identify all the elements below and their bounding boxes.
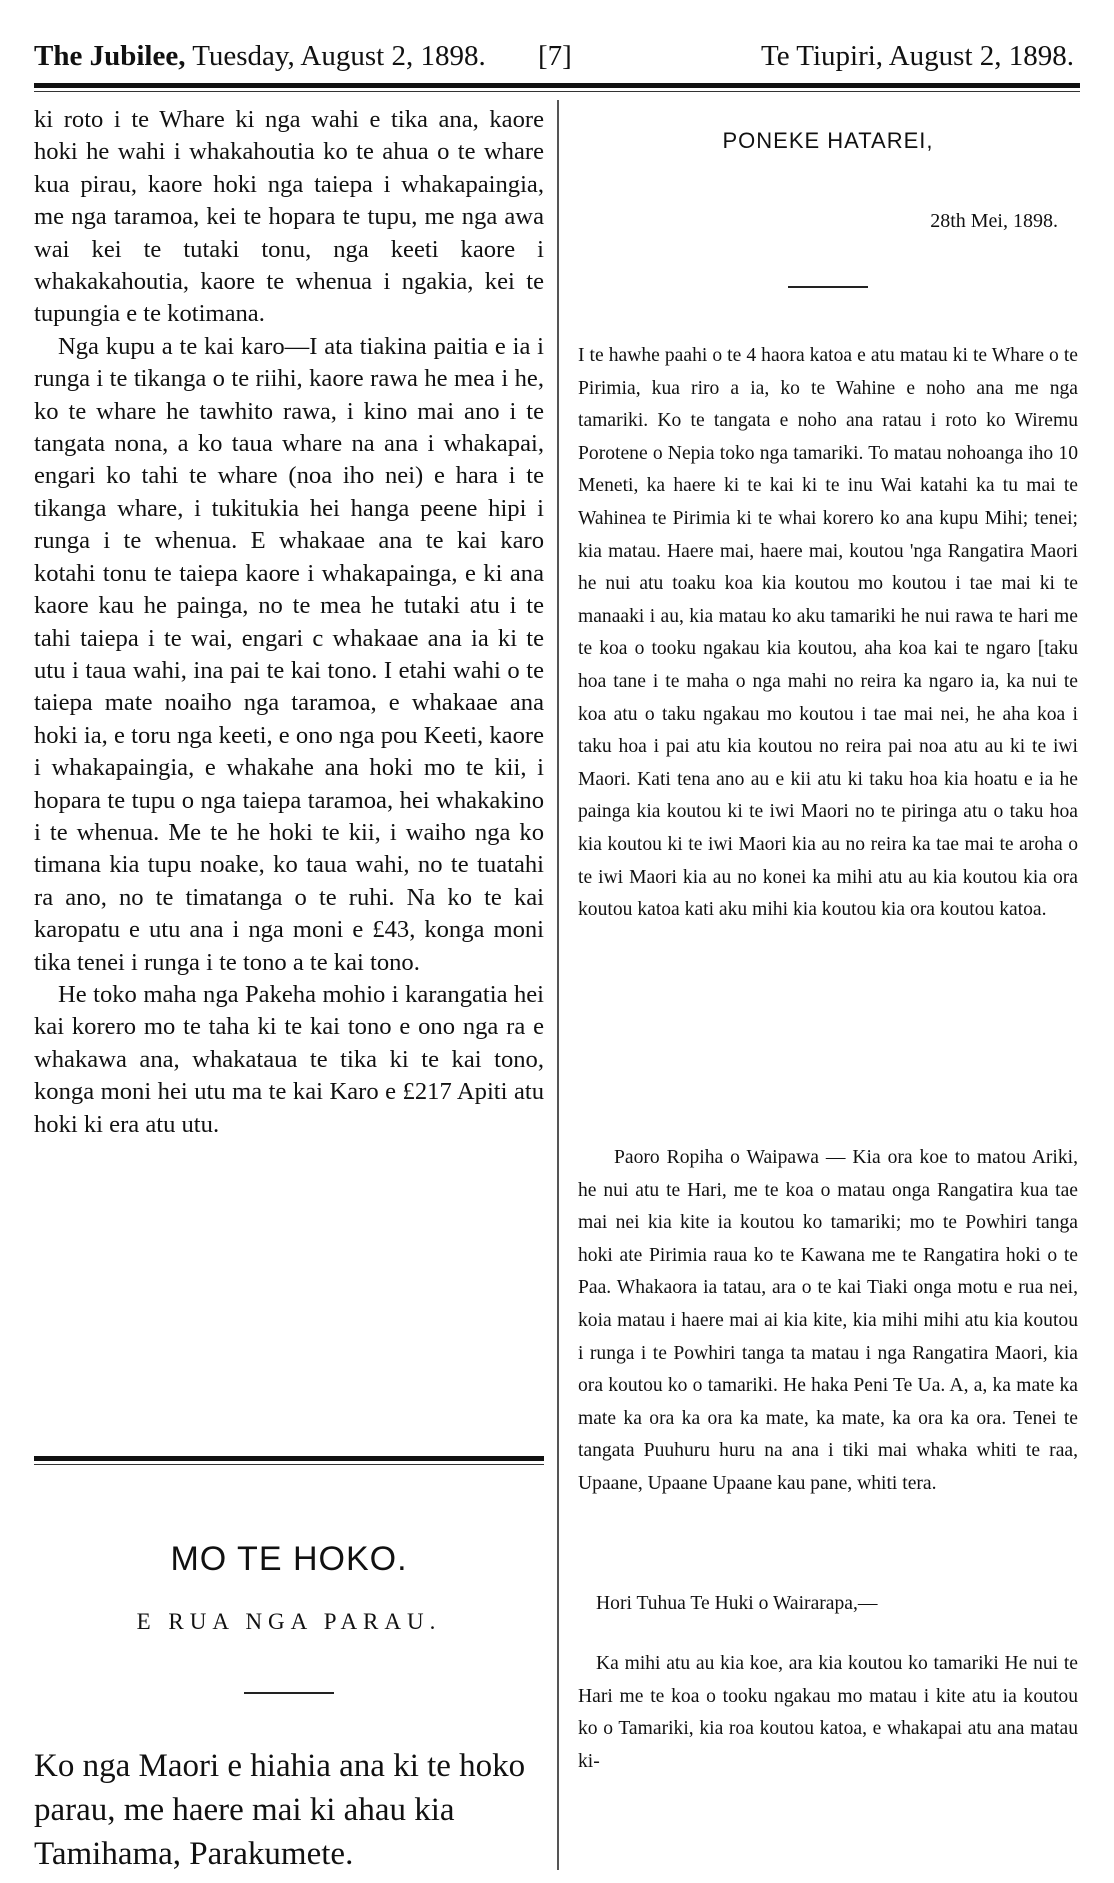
header-left — [34, 36, 486, 76]
header-left-date: Tuesday, August 2, 1898. — [185, 40, 486, 72]
page-number: [7] — [538, 40, 572, 72]
left-paragraph-2 — [34, 331, 544, 979]
right-paragraph-3-body — [578, 1588, 1078, 1621]
right-dateline: 28th Mei, 1898. — [930, 210, 1058, 232]
right-heading: PONEKE HATAREI, — [722, 128, 934, 153]
section-divider-thin — [34, 1464, 544, 1465]
right-paragraph-1-body — [578, 340, 1078, 927]
left-paragraph-3 — [34, 979, 544, 1141]
column-divider — [557, 100, 559, 1870]
left-paragraph-3-text: He toko maha nga Pakeha mohio i karangatia hei kai korero mo te taha ki te kai tono e ono nga ra e whakawa ana, whakataua te tika ki te kai tono, konga moni hei utu ma te kai Karo e £217 Apiti atu hoki ki era atu utu. — [34, 980, 544, 1138]
right-paragraph-4-body — [578, 1648, 1078, 1778]
right-paragraph-2-text: Paoro Ropiha o Waipawa — Kia ora koe to matou Ariki, he nui atu te Hari, me te koa o matau onga Rangatira kua tae mai nei kia kite ia koutou ko tamariki; mo te Powhiri tanga hoki ate Pirimia raua ko te Kawana me te Rangatira hoki o te Paa. Whakaora ia tatau, ara o te kai Tiaki onga motu e rua nei, koia matau i haere mai ai kia kite, kia mihi mihi atu kia koutou i runga i te Powhiri tanga ta matau i nga Rangatira Maori, kia ora koutou ko o tamariki. He haka Peni Te Ua. A, a, ka mate ka mate ka ora ka ora ka mate, ka mate, ka ora ka ora. Tenei te tangata Puuhuru huru na ana i tiki mai whaka whiti te raa, Upaane, Upaane Upaane kau pane, whiti tera. — [578, 1147, 1078, 1494]
header-rule-thin — [34, 91, 1080, 92]
right-rule — [788, 286, 868, 288]
right-paragraph-3 — [578, 1588, 1078, 1621]
left-paragraph-1: ki roto i te Whare ki nga wahi e tika ana, kaore hoki he wahi i whakahoutia ko te ahua o te whare kua pirau, kaore hoki nga taiepa i whakapaingia, me nga taramoa, kei te hopara te tupu, me nga awa wai kei te tutaki tonu, nga keeti kaore i whakakahoutia, kaore te whenua i ngakia, kei te tupungia e te kotimana. — [34, 106, 544, 328]
header-right: Te Tiupiri, August 2, 1898. — [761, 40, 1074, 72]
right-paragraph-3-text: Hori Tuhua Te Huki o Wairarapa,— — [596, 1593, 878, 1614]
header-rule-thick — [34, 83, 1080, 88]
ad-title: MO TE HOKO. — [170, 1540, 408, 1578]
right-paragraph-4-text: Ka mihi atu au kia koe, ara kia koutou ko tamariki He nui te Hari me te koa o tooku ngakau mo matau i kite atu ia koutou ko o Tamariki, kia roa koutou katoa, e whakapai atu ana matau ki- — [578, 1653, 1078, 1772]
section-divider — [34, 1456, 544, 1465]
right-paragraph-4 — [578, 1648, 1078, 1778]
right-paragraph-1-text: I te hawhe paahi o te 4 haora katoa e atu matau ki te Whare o te Pirimia, kua riro a ia, ko te Wahine e noho ana me nga tamariki. Ko te tangata e noho ana ratau i roto ko Wiremu Porotene o Nepia toko nga tamariki. To matau nohoanga iho 10 Meneti, ka haere ki te kai ki te inu Wai katahi ka tu mai te Wahinea te Pirimia ki te whai korero ko ana kupu Mihi; tenei; kia matau. Haere mai, haere mai, koutou 'nga Rangatira Maori he nui atu toaku koa kia koutou mo koutou i tae mai ki te manaaki i au, kia matau ko aku tamariki he nui rawa te hari me te koa o tooku ngakau kia koutou, aha koa kai te ngaro [taku hoa tane i te maha o nga mahi no reira ka ngaro ia, ka nui te koa atu o taku ngakau mo koutou i tae mai nei, he aha koa i taku hoa i pai atu kia koutou no reira pai noa atu au ki te iwi Maori. Kati tena ano au e kii atu ki taku hoa kia hoatu e ia he painga kia koutou ki te iwi Maori no te piringa atu o taku hoa kia koutou ki te iwi Maori kia au no reira ka tae mai te aroha o te iwi Maori kia au no konei ka mihi atu au kia koutou kia ora koutou katoa kati aku mihi kia koutou kia ora koutou katoa. — [578, 345, 1078, 921]
right-paragraph-2 — [578, 1142, 1078, 1501]
ad-rule — [244, 1692, 334, 1694]
paper-name: The Jubilee, — [34, 40, 186, 72]
ad-subtitle: E RUA NGA PARAU. — [136, 1609, 442, 1634]
right-paragraph-2-body — [578, 1142, 1078, 1501]
ad-body: Ko nga Maori e hiahia ana ki te hoko parau, me haere mai ki ahau kia Tamihama, Parakumete. — [34, 1748, 526, 1872]
section-divider-thick — [34, 1456, 544, 1461]
left-paragraph-2-text: Nga kupu a te kai karo—I ata tiakina paitia e ia i runga i te tikanga o te riihi, kaore rawa he mea i he, ko te whare he tawhito rawa, i kino mai ano i te tangata nona, a ko taua whare na ana i whakapai, engari ko tahi te whare (noa iho nei) e hara i te tikanga whare, i tukitukia hei hanga peene hipi i runga i te whenua. E whakaae ana te kai karo kotahi tonu te taiepa kaore i whakapainga, e ki ana kaore kau he painga, no te mea he tutaki atu i te tahi taiepa i te wai, engari c whakaae ana ia ki te utu i taua wahi, ina pai te kai tono. I etahi wahi o te taiepa mate noaiho nga taramoa, e whakaae ana hoki ia, e toru nga keeti, e ono nga pou Keeti, kaore i whakapaingia, e whakahe ana hoki mo te kii, i hopara te tupu o nga taiepa taramoa, hei whakakino i te whenua. Me te he hoki te kii, i waiho nga ko timana kia tupu noake, ko taua wahi, no te tuatahi ra ano, no te timatanga o te ruhi. Na ko te kai karopatu e utu ana i nga moni e £43, konga moni tika tenei i runga i te tono a te kai tono. — [34, 332, 544, 976]
left-column — [34, 104, 544, 1141]
right-paragraph-1 — [578, 340, 1078, 927]
